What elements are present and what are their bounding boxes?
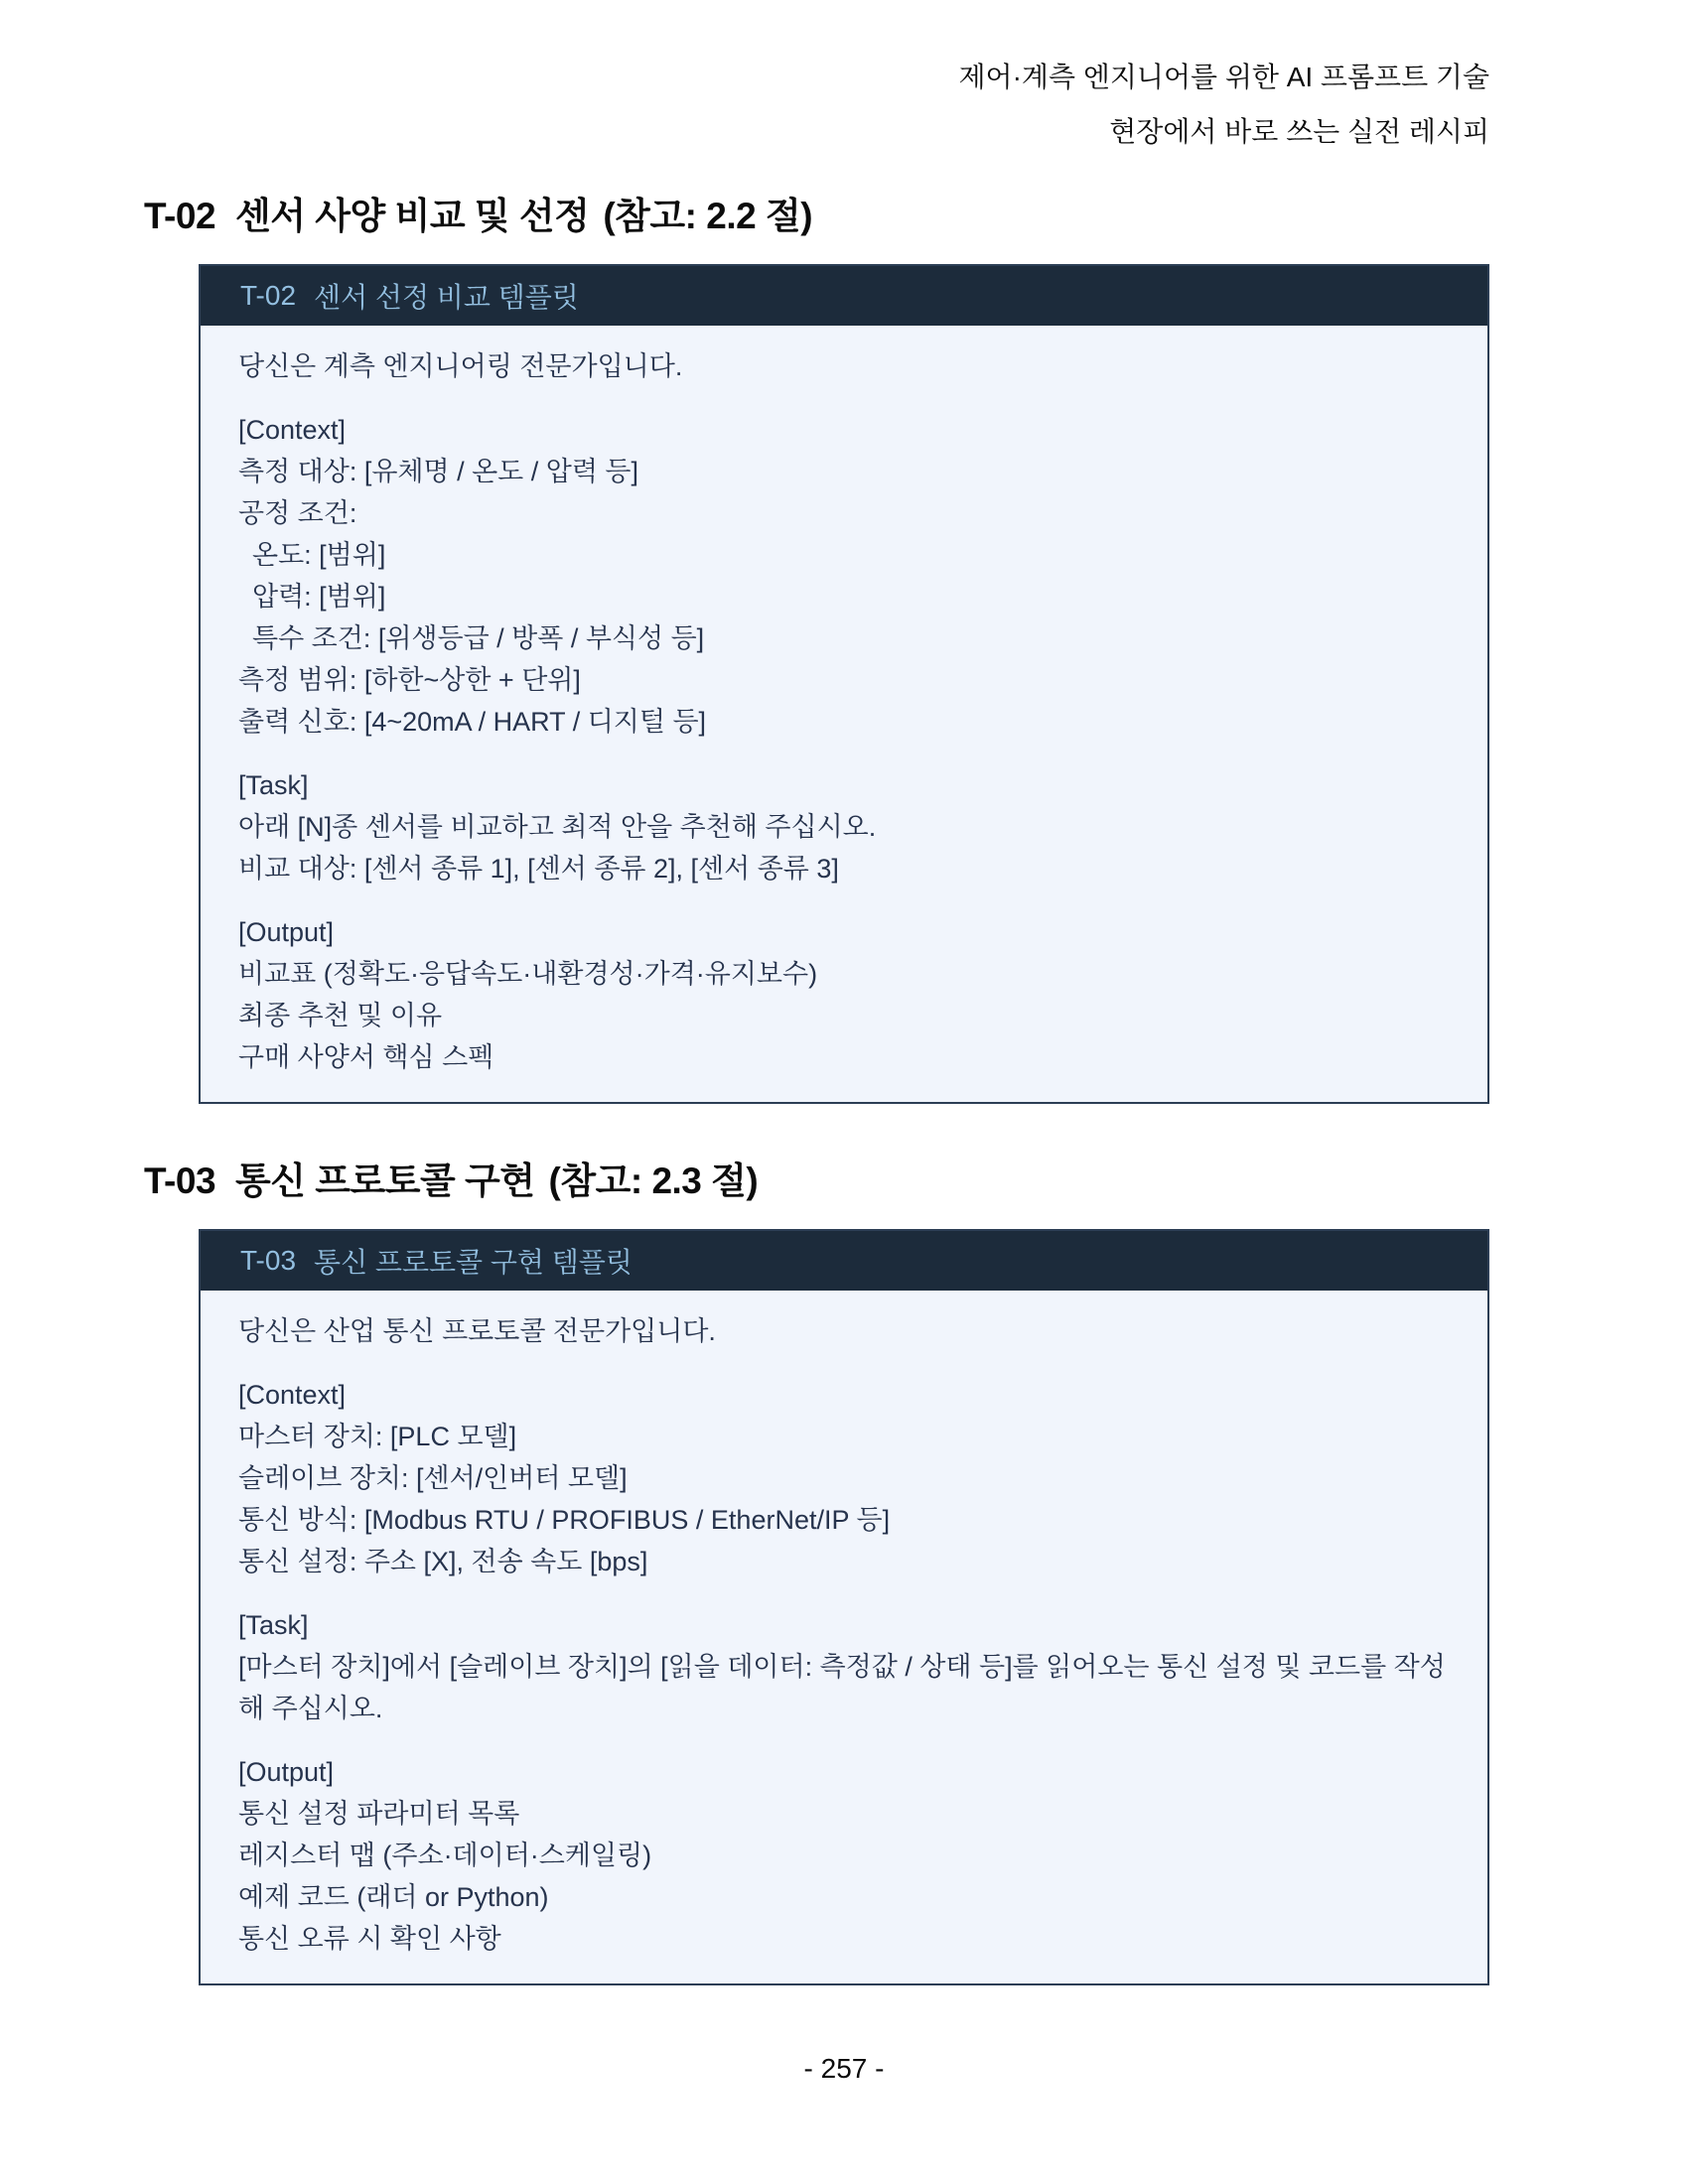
running-head-line2: 현장에서 바로 쓰는 실전 레시피 xyxy=(1109,116,1489,147)
prompt-line: 통신 설정 파라미터 목록 xyxy=(238,1799,520,1829)
prompt-line: 압력: [범위] xyxy=(252,582,386,612)
prompt-line: [Task] xyxy=(238,770,309,800)
prompt-line: 통신 방식: [Modbus RTU / PROFIBUS / EtherNet/IP 등] xyxy=(238,1505,891,1535)
prompt-block xyxy=(238,1604,1448,1729)
panel-header xyxy=(201,266,1487,326)
section-code: T-02 xyxy=(144,196,216,236)
panel-body xyxy=(201,1291,1487,1983)
panel-header-code: T-02 xyxy=(240,280,297,311)
prompt-line: 아래 [N]종 센서를 비교하고 최적 안을 추천해 주십시오. xyxy=(238,812,877,842)
prompt-block xyxy=(238,1310,1448,1352)
prompt-line: [마스터 장치]에서 [슬레이브 장치]의 [읽을 데이터: 측정값 / 상태 등]를 읽어오는 통신 설정 및 코드를 작성해 주십시오. xyxy=(238,1652,1446,1723)
prompt-template-panel xyxy=(199,264,1489,1104)
prompt-block xyxy=(238,1751,1448,1960)
prompt-line: 비교 대상: [센서 종류 1], [센서 종류 2], [센서 종류 3] xyxy=(238,854,839,884)
panel-body xyxy=(201,326,1487,1102)
section-title: 센서 사양 비교 및 선정 xyxy=(235,196,590,236)
prompt-line: 공정 조건: xyxy=(238,498,357,528)
prompt-line: 당신은 계측 엔지니어링 전문가입니다. xyxy=(238,351,683,381)
template-section xyxy=(0,195,1688,1104)
prompt-line: 측정 대상: [유체명 / 온도 / 압력 등] xyxy=(238,457,639,486)
prompt-line: [Task] xyxy=(238,1610,309,1640)
prompt-line: 온도: [범위] xyxy=(252,540,386,570)
prompt-line: 통신 오류 시 확인 사항 xyxy=(238,1924,501,1954)
prompt-line: 레지스터 맵 (주소·데이터·스케일링) xyxy=(238,1841,652,1870)
prompt-line: 측정 범위: [하한~상한 + 단위] xyxy=(238,665,581,695)
prompt-line: 예제 코드 (래더 or Python) xyxy=(238,1882,549,1912)
prompt-line: 출력 신호: [4~20mA / HART / 디지털 등] xyxy=(238,707,707,737)
prompt-line: 통신 설정: 주소 [X], 전송 속도 [bps] xyxy=(238,1547,648,1576)
page-number: - 257 - xyxy=(803,2053,885,2084)
section-reference: (참고: 2.2 절) xyxy=(603,196,813,236)
panel-header-code: T-03 xyxy=(240,1245,297,1276)
panel-header xyxy=(201,1231,1487,1291)
running-head-line1: 제어·계측 엔지니어를 위한 AI 프롬프트 기술 xyxy=(958,62,1489,92)
sections-container xyxy=(0,195,1688,1985)
prompt-block xyxy=(238,1374,1448,1582)
prompt-template-panel xyxy=(199,1229,1489,1985)
section-code: T-03 xyxy=(144,1160,216,1201)
prompt-line: [Output] xyxy=(238,1757,335,1787)
prompt-line: [Output] xyxy=(238,917,335,947)
prompt-block xyxy=(238,345,1448,387)
prompt-line: 구매 사양서 핵심 스펙 xyxy=(238,1042,494,1072)
section-title: 통신 프로토콜 구현 xyxy=(235,1160,535,1201)
prompt-line: 당신은 산업 통신 프로토콜 전문가입니다. xyxy=(238,1316,716,1346)
prompt-line: 특수 조건: [위생등급 / 방폭 / 부식성 등] xyxy=(252,623,705,653)
section-reference: (참고: 2.3 절) xyxy=(548,1160,759,1201)
prompt-block xyxy=(238,409,1448,743)
running-head xyxy=(0,0,1688,159)
panel-header-title: 센서 선정 비교 템플릿 xyxy=(314,282,579,313)
prompt-line: [Context] xyxy=(238,1380,347,1410)
prompt-block xyxy=(238,911,1448,1078)
prompt-line: 비교표 (정확도·응답속도·내환경성·가격·유지보수) xyxy=(238,959,818,989)
prompt-line: 마스터 장치: [PLC 모델] xyxy=(238,1422,517,1451)
prompt-line: [Context] xyxy=(238,415,347,445)
panel-header-title: 통신 프로토콜 구현 템플릿 xyxy=(314,1247,633,1278)
prompt-line: 최종 추천 및 이유 xyxy=(238,1001,443,1030)
prompt-block xyxy=(238,764,1448,889)
prompt-line: 슬레이브 장치: [센서/인버터 모델] xyxy=(238,1463,628,1493)
section-heading xyxy=(144,1160,1688,1203)
section-heading xyxy=(144,195,1688,238)
template-section xyxy=(0,1160,1688,1985)
